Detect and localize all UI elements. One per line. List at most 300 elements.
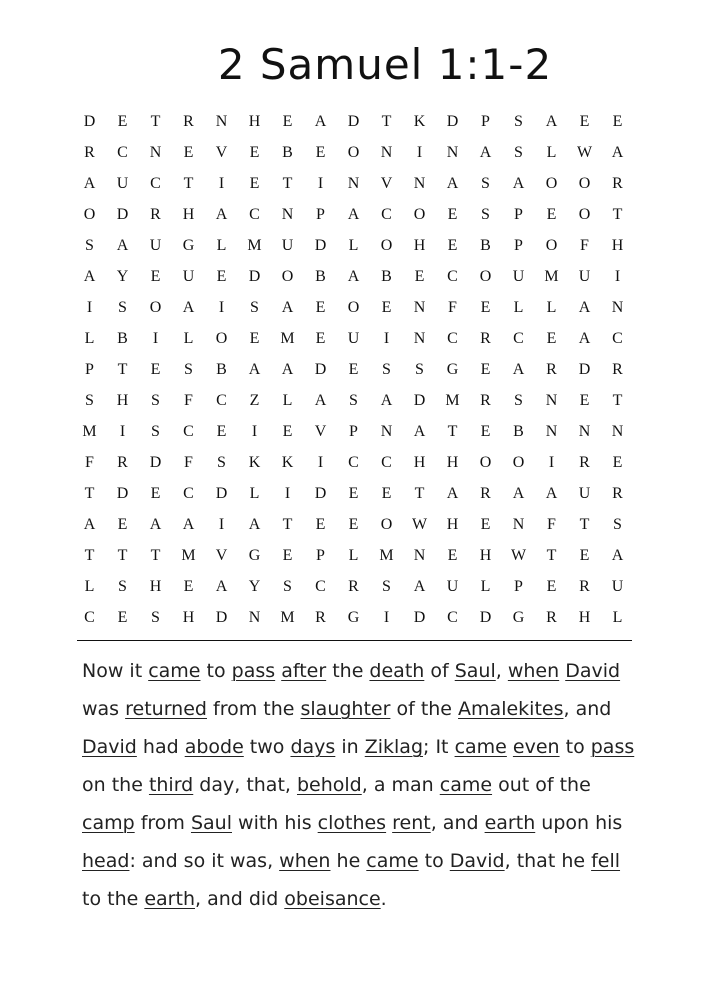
grid-letter: D — [479, 608, 492, 626]
grid-letter: E — [117, 608, 128, 626]
grid-letter: S — [349, 391, 358, 409]
grid-letter: C — [150, 174, 161, 192]
grid-letter: O — [479, 267, 492, 285]
grid-letter: D — [83, 112, 96, 130]
verse-fragment: , and did — [194, 888, 285, 910]
grid-letter: D — [248, 267, 261, 285]
grid-letter: N — [512, 515, 525, 533]
grid-letter: I — [86, 298, 93, 316]
grid-letter: T — [282, 174, 293, 192]
grid-letter: R — [612, 484, 623, 502]
grid-letter: N — [545, 422, 558, 440]
grid-letter: N — [413, 546, 426, 564]
grid-letter: V — [380, 174, 393, 192]
grid-letter: B — [381, 267, 392, 285]
grid-letter: V — [215, 143, 228, 161]
divider — [77, 640, 632, 641]
grid-letter: A — [281, 360, 294, 378]
verse-fragment: , a man — [361, 774, 440, 796]
grid-letter: E — [612, 453, 623, 471]
grid-letter: P — [514, 205, 523, 223]
grid-letter: H — [413, 453, 426, 471]
grid-letter: I — [152, 329, 159, 347]
grid-letter: T — [117, 546, 128, 564]
search-word: came — [454, 736, 507, 758]
grid-letter: E — [579, 391, 590, 409]
grid-letter: L — [546, 143, 557, 161]
grid-letter: S — [85, 236, 94, 254]
grid-letter: E — [414, 267, 425, 285]
search-word: David — [565, 660, 621, 682]
grid-letter: H — [611, 236, 624, 254]
grid-letter: U — [281, 236, 294, 254]
grid-letter: G — [512, 608, 525, 626]
search-word: death — [369, 660, 425, 682]
grid-letter: P — [349, 422, 358, 440]
grid-letter: L — [546, 298, 557, 316]
grid-letter: N — [413, 329, 426, 347]
grid-letter: N — [446, 143, 459, 161]
grid-letter: A — [380, 391, 393, 409]
search-word: Saul — [190, 812, 232, 834]
grid-letter: M — [247, 236, 262, 254]
grid-letter: T — [183, 174, 194, 192]
grid-letter: N — [347, 174, 360, 192]
verse-fragment: had — [136, 736, 185, 758]
grid-letter: F — [184, 391, 193, 409]
grid-letter: E — [348, 515, 359, 533]
grid-letter: T — [612, 205, 623, 223]
grid-letter: Z — [249, 391, 260, 409]
grid-letter: T — [612, 391, 623, 409]
grid-letter: R — [480, 329, 491, 347]
grid-letter: O — [281, 267, 294, 285]
verse-fragment: out of the — [492, 774, 591, 796]
grid-letter: O — [578, 174, 591, 192]
grid-letter: H — [116, 391, 129, 409]
search-word: Amalekites — [458, 698, 564, 720]
grid-letter: E — [381, 298, 392, 316]
grid-letter: A — [545, 112, 558, 130]
grid-letter: R — [546, 608, 557, 626]
grid-letter: O — [149, 298, 162, 316]
grid-letter: I — [383, 608, 390, 626]
grid-letter: L — [183, 329, 194, 347]
verse-fragment: : and so it was, — [129, 850, 280, 872]
grid-letter: L — [348, 236, 359, 254]
grid-letter: U — [149, 236, 162, 254]
grid-letter: H — [413, 236, 426, 254]
grid-letter: S — [514, 112, 523, 130]
grid-letter: A — [215, 205, 228, 223]
search-word: came — [439, 774, 493, 796]
grid-letter: A — [248, 515, 261, 533]
grid-letter: A — [83, 174, 96, 192]
grid-letter: U — [578, 484, 591, 502]
grid-letter: P — [481, 112, 490, 130]
search-word: Saul — [454, 660, 496, 682]
grid-letter: M — [379, 546, 394, 564]
grid-letter: B — [117, 329, 128, 347]
grid-letter: T — [150, 112, 161, 130]
grid-letter: K — [413, 112, 426, 130]
grid-letter: N — [215, 112, 228, 130]
grid-letter: E — [480, 360, 491, 378]
grid-letter: L — [282, 391, 293, 409]
grid-letter: L — [480, 577, 491, 595]
grid-letter: I — [218, 298, 225, 316]
grid-letter: E — [579, 112, 590, 130]
grid-letter: E — [150, 484, 161, 502]
grid-letter: R — [117, 453, 128, 471]
grid-letter: B — [282, 143, 293, 161]
grid-letter: L — [348, 546, 359, 564]
grid-letter: N — [248, 608, 261, 626]
grid-letter: C — [447, 329, 458, 347]
search-word: behold — [296, 774, 362, 796]
grid-letter: R — [480, 484, 491, 502]
grid-letter: D — [314, 236, 327, 254]
grid-letter: A — [611, 546, 624, 564]
grid-letter: A — [611, 143, 624, 161]
grid-letter: T — [84, 484, 95, 502]
grid-letter: O — [83, 205, 96, 223]
grid-letter: A — [479, 143, 492, 161]
verse-fragment: in — [335, 736, 365, 758]
grid-letter: T — [117, 360, 128, 378]
search-word: David — [449, 850, 505, 872]
grid-letter: D — [413, 608, 426, 626]
grid-letter: E — [282, 112, 293, 130]
grid-letter: O — [479, 453, 492, 471]
grid-letter: D — [347, 112, 360, 130]
verse-fragment: from — [134, 812, 191, 834]
grid-letter: R — [546, 360, 557, 378]
grid-letter: C — [381, 205, 392, 223]
grid-letter: N — [611, 422, 624, 440]
grid-letter: A — [578, 329, 591, 347]
grid-letter: P — [514, 577, 523, 595]
grid-letter: B — [216, 360, 227, 378]
verse-fragment: to — [559, 736, 591, 758]
grid-letter: A — [446, 174, 459, 192]
grid-letter: R — [315, 608, 326, 626]
grid-letter: I — [317, 174, 324, 192]
grid-letter: C — [348, 453, 359, 471]
search-word: after — [281, 660, 327, 682]
grid-letter: A — [149, 515, 162, 533]
search-word: returned — [125, 698, 207, 720]
grid-letter: A — [512, 360, 525, 378]
grid-letter: R — [612, 360, 623, 378]
grid-letter: A — [182, 298, 195, 316]
grid-letter: R — [480, 391, 491, 409]
search-word: days — [290, 736, 336, 758]
grid-letter: R — [150, 205, 161, 223]
grid-letter: S — [151, 608, 160, 626]
grid-letter: E — [348, 484, 359, 502]
grid-letter: L — [84, 577, 95, 595]
grid-letter: E — [216, 422, 227, 440]
grid-letter: A — [347, 267, 360, 285]
grid-letter: R — [579, 453, 590, 471]
grid-letter: N — [149, 143, 162, 161]
grid-letter: R — [579, 577, 590, 595]
grid-letter: G — [446, 360, 459, 378]
grid-letter: K — [281, 453, 294, 471]
grid-letter: C — [117, 143, 128, 161]
grid-letter: E — [348, 360, 359, 378]
grid-letter: R — [348, 577, 359, 595]
grid-letter: E — [480, 515, 491, 533]
grid-letter: E — [546, 329, 557, 347]
search-word: earth — [144, 888, 195, 910]
grid-letter: A — [281, 298, 294, 316]
grid-letter: U — [116, 174, 129, 192]
grid-letter: E — [150, 360, 161, 378]
grid-letter: C — [513, 329, 524, 347]
grid-letter: N — [611, 298, 624, 316]
grid-letter: O — [413, 205, 426, 223]
grid-letter: T — [381, 112, 392, 130]
search-word: head — [82, 850, 130, 872]
verse-fragment: to the — [82, 888, 145, 910]
verse-text — [82, 652, 642, 918]
grid-letter: S — [481, 174, 490, 192]
grid-letter: A — [512, 174, 525, 192]
grid-letter: I — [416, 143, 423, 161]
grid-letter: A — [83, 267, 96, 285]
verse-fragment: the — [326, 660, 370, 682]
verse-fragment: with his — [232, 812, 318, 834]
grid-letter: D — [215, 608, 228, 626]
verse-fragment: day, that, — [193, 774, 297, 796]
verse-fragment: ; It — [423, 736, 455, 758]
verse-fragment: he — [330, 850, 367, 872]
grid-letter: I — [548, 453, 555, 471]
grid-letter: N — [545, 391, 558, 409]
verse-fragment: , and — [430, 812, 485, 834]
search-word: even — [512, 736, 560, 758]
grid-letter: H — [578, 608, 591, 626]
grid-letter: H — [248, 112, 261, 130]
search-word: came — [366, 850, 419, 872]
grid-letter: W — [576, 143, 593, 161]
grid-letter: N — [413, 174, 426, 192]
grid-letter: A — [413, 422, 426, 440]
grid-letter: A — [314, 391, 327, 409]
search-word: obeisance — [284, 888, 381, 910]
grid-letter: A — [182, 515, 195, 533]
grid-letter: H — [479, 546, 492, 564]
grid-letter: D — [314, 484, 327, 502]
grid-letter: E — [546, 577, 557, 595]
grid-letter: C — [381, 453, 392, 471]
grid-letter: M — [280, 329, 295, 347]
grid-letter: D — [149, 453, 162, 471]
grid-letter: E — [216, 267, 227, 285]
grid-letter: C — [216, 391, 227, 409]
grid-letter: U — [512, 267, 525, 285]
grid-letter: E — [150, 267, 161, 285]
grid-letter: G — [347, 608, 360, 626]
grid-letter: D — [446, 112, 459, 130]
grid-letter: P — [514, 236, 523, 254]
grid-letter: O — [545, 174, 558, 192]
verse-fragment: from the — [206, 698, 301, 720]
grid-letter: I — [317, 453, 324, 471]
grid-letter: N — [380, 143, 393, 161]
grid-letter: U — [611, 577, 624, 595]
grid-letter: E — [315, 298, 326, 316]
grid-letter: E — [612, 112, 623, 130]
grid-letter: U — [182, 267, 195, 285]
grid-letter: E — [579, 546, 590, 564]
grid-letter: E — [183, 143, 194, 161]
grid-letter: R — [612, 174, 623, 192]
grid-letter: U — [446, 577, 459, 595]
grid-letter: C — [84, 608, 95, 626]
grid-letter: H — [149, 577, 162, 595]
grid-letter: A — [512, 484, 525, 502]
grid-letter: O — [347, 143, 360, 161]
search-word: third — [148, 774, 194, 796]
grid-letter: I — [383, 329, 390, 347]
grid-letter: D — [116, 484, 129, 502]
verse-fragment: two — [243, 736, 291, 758]
grid-letter: E — [447, 236, 458, 254]
grid-letter: L — [216, 236, 227, 254]
grid-letter: S — [85, 391, 94, 409]
search-word: came — [148, 660, 201, 682]
grid-letter: B — [480, 236, 491, 254]
grid-letter: S — [118, 577, 127, 595]
grid-letter: T — [150, 546, 161, 564]
grid-letter: E — [315, 143, 326, 161]
grid-letter: R — [84, 143, 95, 161]
grid-letter: S — [415, 360, 424, 378]
grid-letter: A — [347, 205, 360, 223]
search-word: pass — [231, 660, 276, 682]
grid-letter: L — [249, 484, 260, 502]
grid-letter: S — [217, 453, 226, 471]
grid-letter: N — [578, 422, 591, 440]
search-word: Ziklag — [364, 736, 424, 758]
grid-letter: A — [545, 484, 558, 502]
grid-letter: M — [280, 608, 295, 626]
grid-letter: E — [447, 546, 458, 564]
grid-letter: T — [414, 484, 425, 502]
verse-fragment: . — [380, 888, 387, 910]
grid-letter: N — [380, 422, 393, 440]
page-title: 2 Samuel 1:1-2 — [217, 40, 553, 89]
grid-letter: E — [480, 422, 491, 440]
grid-letter: E — [249, 174, 260, 192]
grid-letter: F — [448, 298, 457, 316]
search-word: clothes — [317, 812, 387, 834]
search-word: David — [82, 736, 137, 758]
grid-letter: O — [347, 298, 360, 316]
grid-letter: C — [612, 329, 623, 347]
grid-letter: S — [151, 391, 160, 409]
grid-letter: S — [250, 298, 259, 316]
grid-letter: O — [512, 453, 525, 471]
grid-letter: T — [546, 546, 557, 564]
grid-letter: T — [447, 422, 458, 440]
grid-letter: Y — [116, 267, 129, 285]
grid-letter: S — [151, 422, 160, 440]
grid-letter: E — [249, 143, 260, 161]
grid-letter: T — [579, 515, 590, 533]
search-word: when — [279, 850, 331, 872]
grid-letter: W — [510, 546, 527, 564]
grid-letter: O — [380, 236, 393, 254]
verse-fragment: , — [495, 660, 508, 682]
grid-letter: C — [183, 484, 194, 502]
grid-letter: L — [84, 329, 95, 347]
grid-letter: U — [347, 329, 360, 347]
grid-letter: H — [182, 205, 195, 223]
grid-letter: A — [578, 298, 591, 316]
grid-letter: C — [249, 205, 260, 223]
grid-letter: S — [118, 298, 127, 316]
grid-letter: I — [614, 267, 621, 285]
grid-letter: E — [480, 298, 491, 316]
verse-fragment: on the — [82, 774, 149, 796]
grid-letter: S — [382, 360, 391, 378]
grid-letter: M — [181, 546, 196, 564]
grid-letter: E — [282, 422, 293, 440]
verse-fragment: to — [418, 850, 450, 872]
grid-letter: W — [411, 515, 428, 533]
grid-letter: P — [316, 205, 325, 223]
grid-letter: S — [481, 205, 490, 223]
grid-letter: T — [84, 546, 95, 564]
grid-letter: D — [413, 391, 426, 409]
grid-letter: A — [116, 236, 129, 254]
grid-letter: F — [580, 236, 589, 254]
grid-letter: F — [184, 453, 193, 471]
grid-letter: S — [382, 577, 391, 595]
grid-letter: O — [545, 236, 558, 254]
grid-letter: E — [282, 546, 293, 564]
grid-letter: F — [547, 515, 556, 533]
search-word: slaughter — [300, 698, 391, 720]
grid-letter: M — [82, 422, 97, 440]
grid-letter: I — [218, 174, 225, 192]
grid-letter: I — [284, 484, 291, 502]
grid-letter: C — [447, 608, 458, 626]
grid-letter: U — [578, 267, 591, 285]
grid-letter: P — [316, 546, 325, 564]
grid-letter: H — [182, 608, 195, 626]
grid-letter: B — [513, 422, 524, 440]
grid-letter: S — [613, 515, 622, 533]
grid-letter: P — [85, 360, 94, 378]
search-word: rent — [392, 812, 431, 834]
grid-letter: C — [183, 422, 194, 440]
word-search-grid — [73, 106, 634, 633]
grid-letter: Y — [248, 577, 261, 595]
grid-letter: I — [119, 422, 126, 440]
grid-letter: D — [578, 360, 591, 378]
grid-letter: D — [215, 484, 228, 502]
grid-letter: E — [117, 112, 128, 130]
grid-letter: E — [381, 484, 392, 502]
grid-letter: V — [215, 546, 228, 564]
verse-fragment: , that he — [504, 850, 592, 872]
grid-letter: S — [184, 360, 193, 378]
